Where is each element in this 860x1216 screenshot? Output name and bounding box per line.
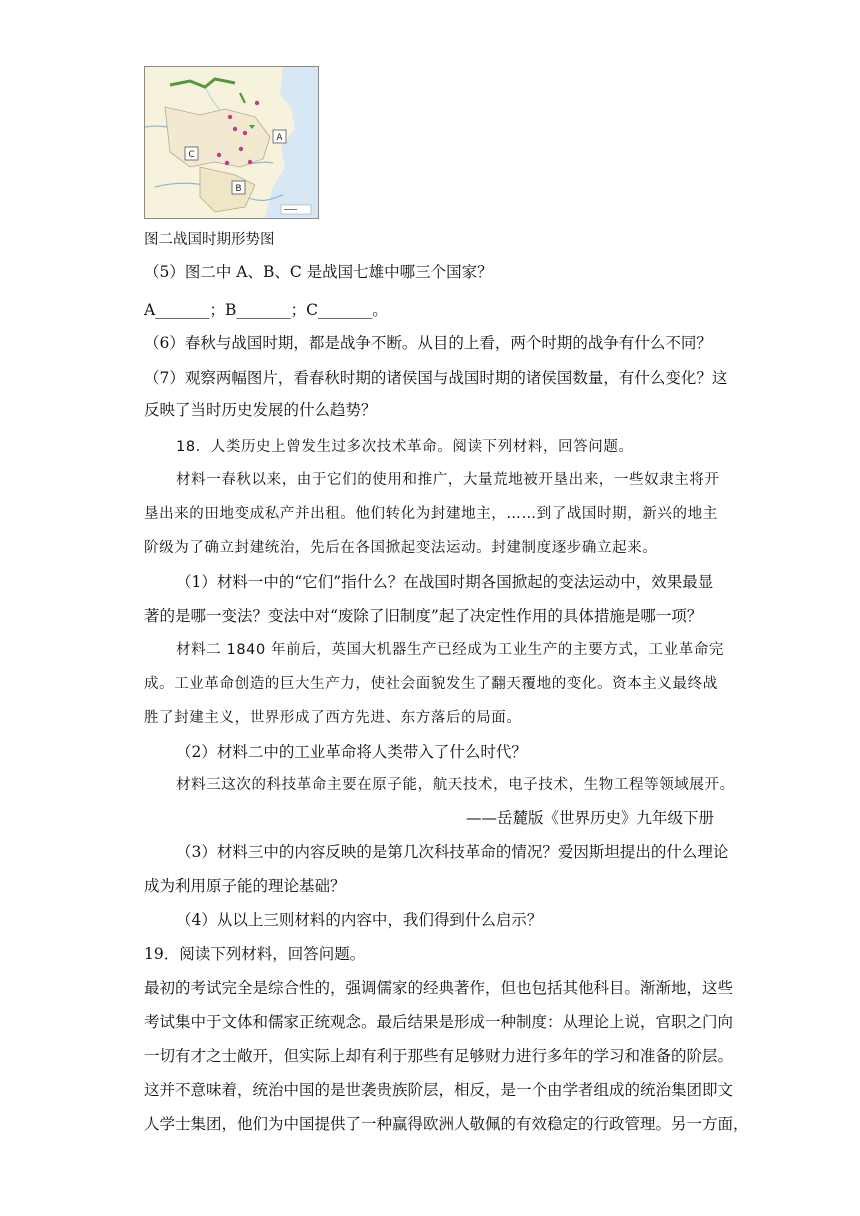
warring-states-map [144,66,319,219]
q7-line2: 反映了当时历史发展的什么趋势？ [144,401,377,419]
q19-passage-line1: 最初的考试完全是综合性的，强调儒家的经典著作，但也包括其他科目。渐渐地，这些 [144,979,734,997]
q19-passage-line4: 这并不意味着，统治中国的是世袭贵族阶层，相反，是一个由学者组成的统治集团即文 [144,1081,734,1099]
q6-question: （6）春秋与战国时期，都是战争不断。从目的上看，两个时期的战争有什么不同？ [144,334,712,352]
q18-sub3-line2: 成为利用原子能的理论基础？ [144,877,346,895]
figure-caption: 图二战国时期形势图 [144,232,275,248]
map-label-a: A [276,133,283,143]
q19-passage-line3: 一切有才之士敞开，但实际上却有利于那些有足够财力进行多年的学习和准备的阶层。 [144,1047,734,1065]
map-label-b: B [235,184,242,194]
map-label-c: C [188,150,195,160]
q18-sub2: （2）材料二中的工业革命将人类带入了什么时代？ [176,743,527,761]
material2-line3: 胜了封建主义，世界形成了西方先进、东方落后的局面。 [144,710,522,726]
material1-line2: 垦出来的田地变成私产并出租。他们转化为封建地主，……到了战国时期，新兴的地主 [144,506,718,522]
material3-source: ——岳麓版《世界历史》九年级下册 [465,809,714,827]
material1-line3: 阶级为了确立封建统治，先后在各国掀起变法运动。封建制度逐步确立起来。 [144,540,658,556]
material1-line1: 材料一春秋以来，由于它们的使用和推广，大量荒地被开垦出来，一些奴隶主将开 [176,472,720,488]
q18-intro: 18．人类历史上曾发生过多次技术革命。阅读下列材料，回答问题。 [176,439,634,455]
q19-intro: 19．阅读下列材料，回答问题。 [144,945,366,963]
material2-line2: 成。工业革命创造的巨大生产力，使社会面貌发生了翻天覆地的变化。资本主义最终战 [144,676,718,692]
q18-sub3-line1: （3）材料三中的内容反映的是第几次科技革命的情况？爱因斯坦提出的什么理论 [176,843,729,861]
q19-passage-line5: 人学士集团，他们为中国提供了一种赢得欧洲人敬佩的有效稳定的行政管理。另一方面， [144,1115,749,1133]
material2-line1: 材料二 1840 年前后，英国大机器生产已经成为工业生产的主要方式，工业革命完 [176,642,725,658]
q19-passage-line2: 考试集中于文体和儒家正统观念。最后结果是形成一种制度：从理论上说，官职之门向 [144,1013,734,1031]
q18-sub1-line1: （1）材料一中的“它们”指什么？在战国时期各国掀起的变法运动中，效果最显 [176,573,714,591]
q5-answer-line: A_______；B_______；C_______。 [144,301,388,319]
q7-line1: （7）观察两幅图片，看春秋时期的诸侯国与战国时期的诸侯国数量，有什么变化？这 [144,369,728,387]
q18-sub4: （4）从以上三则材料的内容中，我们得到什么启示？ [176,911,543,929]
material3: 材料三这次的科技革命主要在原子能，航天技术，电子技术，生物工程等领域展开。 [176,777,735,793]
q5-question: （5）图二中 A、B、C 是战国七雄中哪三个国家？ [144,263,493,281]
q18-sub1-line2: 著的是哪一变法？变法中对“废除了旧制度”起了决定性作用的具体措施是哪一项？ [144,607,703,625]
